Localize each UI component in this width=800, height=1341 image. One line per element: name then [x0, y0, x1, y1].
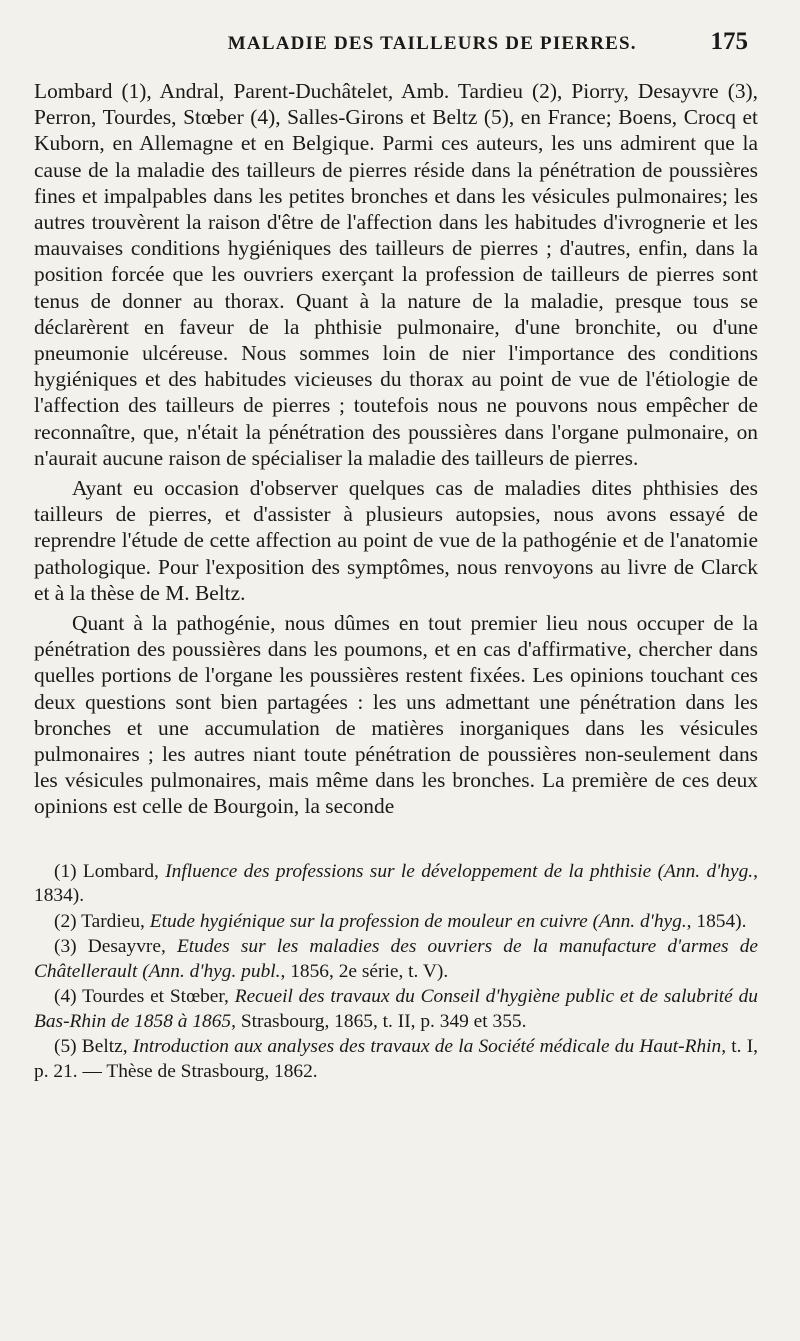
page-number: 175: [710, 28, 748, 55]
footnote-2-tail: , 1854).: [686, 910, 747, 932]
footnote-4: [34, 985, 758, 1034]
running-head: [34, 28, 758, 76]
paragraph-3: Quant à la pathogénie, nous dûmes en tout premier lieu nous occuper de la pénétration des poussières dans les poumons, et en cas d'affirmative, chercher dans quelles portions de l'organe les poussières restent fixées. Les opinions touchant ces deux questions sont bien partagées : les uns admettant une pénétration dans les bronches et une accumulation de matières inorganiques dans les vésicules pulmonaires ; les autres niant toute pénétration de poussières non-seulement dans les vésicules pulmonaires, mais même dans les bronches. La première de ces deux opinions est celle de Bourgoin, la seconde: [34, 611, 758, 819]
footnote-3-lead: (3) Desayvre,: [54, 936, 177, 958]
footnote-1-title: Influence des professions sur le développement de la phthisie (Ann. d'hyg.: [165, 860, 754, 882]
running-title: MALADIE DES TAILLEURS DE PIERRES.: [227, 33, 637, 54]
footnote-3-title: Etudes sur les maladies des ouvriers de la manufacture d'armes de Châtellerault (Ann. d'hyg. publ.: [34, 936, 759, 982]
footnote-2: [34, 910, 758, 935]
footnote-1-tail: , 1834).: [34, 860, 758, 907]
footnote-2-title: Etude hygiénique sur la profession de mouleur en cuivre (Ann. d'hyg.: [149, 910, 687, 932]
footnote-3-tail: , 1856, 2e série, t. V).: [280, 960, 449, 982]
footnote-5-tail: , t. I, p. 21. — Thèse de Strasbourg, 1862.: [34, 1036, 758, 1082]
footnote-4-lead: (4) Tourdes et Stœber,: [54, 986, 235, 1008]
footnote-4-title: Recueil des travaux du Conseil d'hygiène public et de salubrité du Bas-Rhin de 1858 à 1865: [34, 986, 758, 1032]
footnotes: [34, 860, 758, 1085]
footnote-4-tail: , Strasbourg, 1865, t. II, p. 349 et 355.: [231, 1010, 527, 1032]
footnote-3: [34, 935, 758, 984]
footnote-5-title: Introduction aux analyses des travaux de la Société médicale du Haut-Rhin: [132, 1036, 722, 1058]
footnote-5-lead: (5) Beltz,: [54, 1036, 133, 1058]
footnote-2-lead: (2) Tardieu,: [54, 910, 150, 932]
paragraph-1: Lombard (1), Andral, Parent-Duchâtelet, Amb. Tardieu (2), Piorry, Desayvre (3), Perron, Tourdes, Stœber (4), Salles-Girons et Beltz (5), en France; Boens, Crocq et Kuborn, en Allemagne et en Belgique. Parmi ces auteurs, les uns admirent que la cause de la maladie des tailleurs de pierres réside dans la pénétration de poussières fines et impalpables dans les petites bronches et dans les vésicules pulmonaires; les autres trouvèrent la raison d'être de l'affection dans les habitudes d'ivrognerie et les mauvaises conditions hygiéniques des tailleurs de pierres ; d'autres, enfin, dans la position forcée que les ouvriers exerçant la profession de tailleurs de pierres sont tenus de donner au thorax. Quant à la nature de la maladie, presque tous se déclarèrent en faveur de la phthisie pulmonaire, d'une bronchite, ou d'une pneumonie ulcéreuse. Nous sommes loin de nier l'importance des conditions hygiéniques et des habitudes vicieuses du thorax au point de vue de l'étiologie de l'affection des tailleurs de pierres ; toutefois nous ne pouvons nous empêcher de reconnaître, que, n'était la pénétration des poussières dans l'organe pulmonaire, on n'aurait aucune raison de spécialiser la maladie des tailleurs de pierres.: [34, 79, 758, 470]
footnote-5: [34, 1035, 758, 1084]
footnote-1: [34, 860, 758, 909]
footnote-1-lead: (1) Lombard,: [54, 860, 166, 882]
paragraph-2: Ayant eu occasion d'observer quelques cas de maladies dites phthisies des tailleurs de pierres, et d'assister à plusieurs autopsies, nous avons essayé de reprendre l'étude de cette affection au point de vue de la pathogénie et de l'anatomie pathologique. Pour l'exposition des symptômes, nous renvoyons au livre de Clarck et à la thèse de M. Beltz.: [34, 476, 758, 605]
body-text: [34, 78, 758, 820]
